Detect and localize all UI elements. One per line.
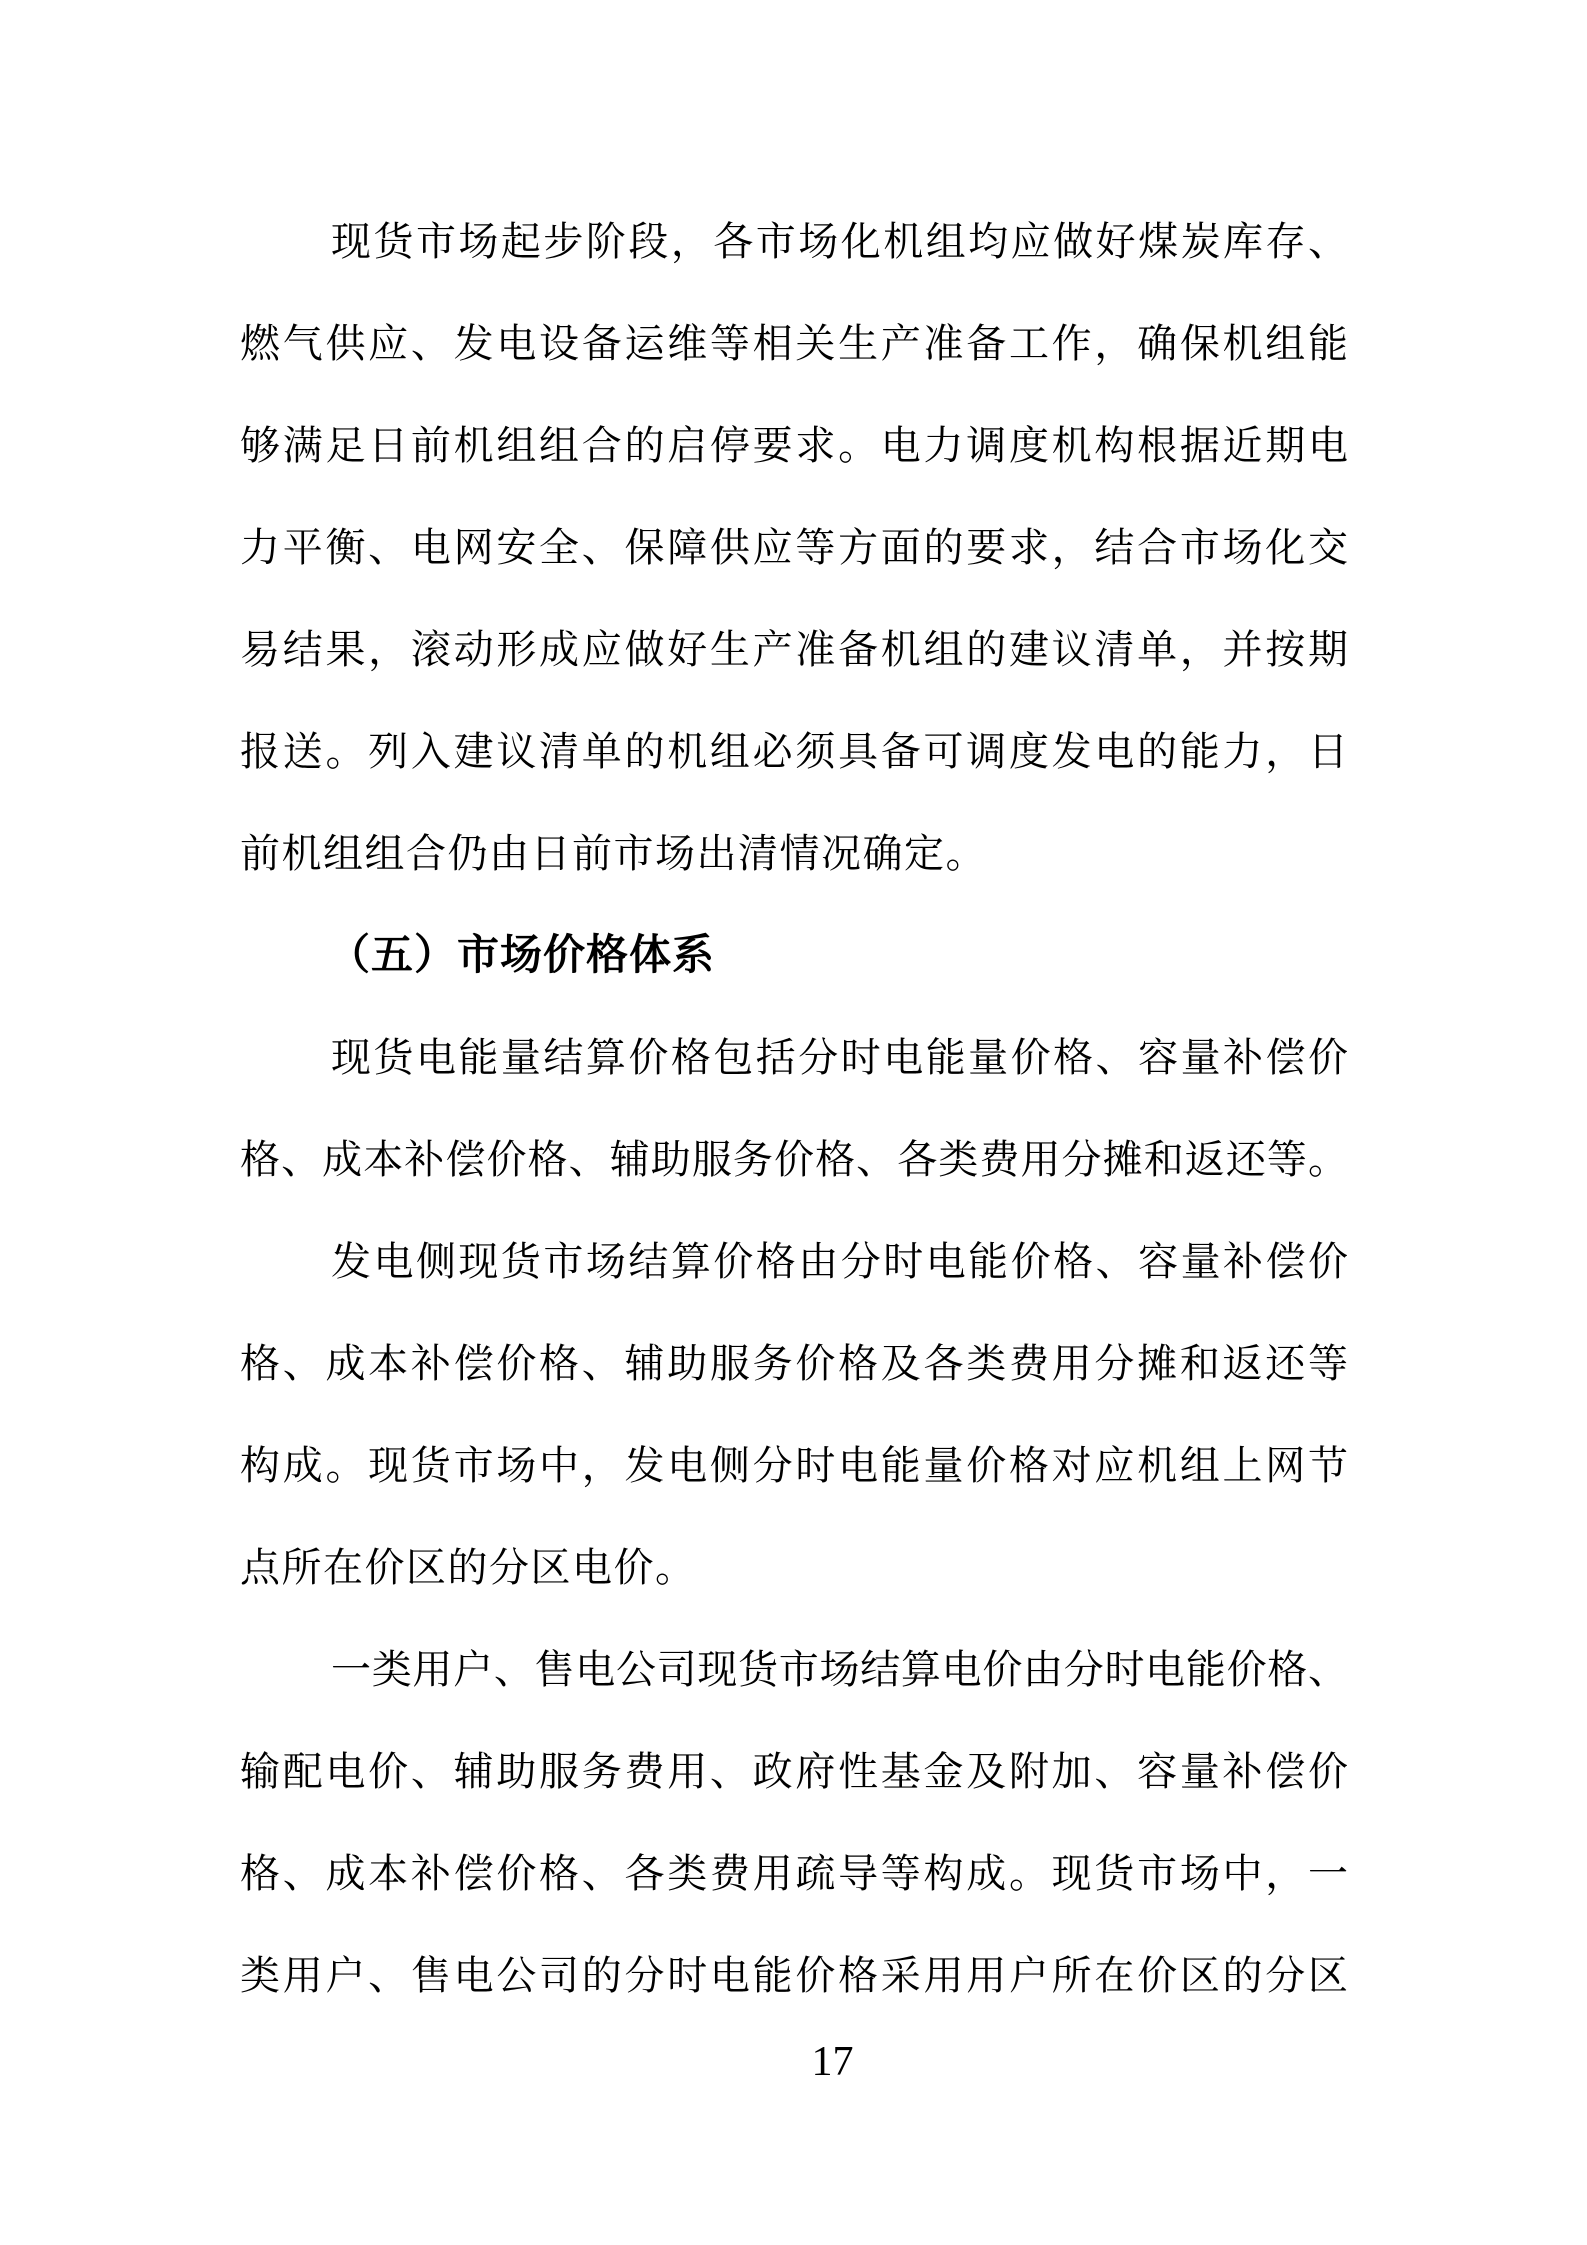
paragraph-line: 现货市场起步阶段，各市场化机组均应做好煤炭库存、 <box>331 219 1348 264</box>
page-content <box>240 191 1348 2027</box>
paragraph-line: 力平衡、电网安全、保障供应等方面的要求，结合市场化交 <box>240 525 1348 570</box>
paragraph-line: 易结果，滚动形成应做好生产准备机组的建议清单，并按期 <box>240 627 1348 672</box>
paragraph-line: 前机组组合仍由日前市场出清情况确定。 <box>240 831 987 876</box>
section-heading: （五）市场价格体系 <box>328 933 716 979</box>
paragraph-line: 发电侧现货市场结算价格由分时电能价格、容量补偿价 <box>331 1239 1348 1284</box>
page-number: 17 <box>811 2039 854 2085</box>
paragraph-line: 一类用户、售电公司现货市场结算电价由分时电能价格、 <box>331 1647 1348 1692</box>
paragraph-line: 格、成本补偿价格、辅助服务价格、各类费用分摊和返还等。 <box>240 1137 1348 1182</box>
paragraph-line: 报送。列入建议清单的机组必须具备可调度发电的能力，日 <box>240 729 1348 774</box>
paragraph-line: 够满足日前机组组合的启停要求。电力调度机构根据近期电 <box>240 423 1348 468</box>
paragraph-line: 点所在价区的分区电价。 <box>240 1545 697 1590</box>
paragraph-line: 燃气供应、发电设备运维等相关生产准备工作，确保机组能 <box>240 321 1348 366</box>
paragraph-line: 构成。现货市场中，发电侧分时电能量价格对应机组上网节 <box>240 1443 1348 1488</box>
paragraph-line: 类用户、售电公司的分时电能价格采用用户所在价区的分区 <box>240 1953 1348 1998</box>
paragraph-line: 输配电价、辅助服务费用、政府性基金及附加、容量补偿价 <box>240 1749 1348 1794</box>
paragraph-line: 格、成本补偿价格、辅助服务价格及各类费用分摊和返还等 <box>240 1341 1348 1386</box>
paragraph-line: 现货电能量结算价格包括分时电能量价格、容量补偿价 <box>331 1035 1348 1080</box>
paragraph-line: 格、成本补偿价格、各类费用疏导等构成。现货市场中，一 <box>240 1851 1348 1896</box>
